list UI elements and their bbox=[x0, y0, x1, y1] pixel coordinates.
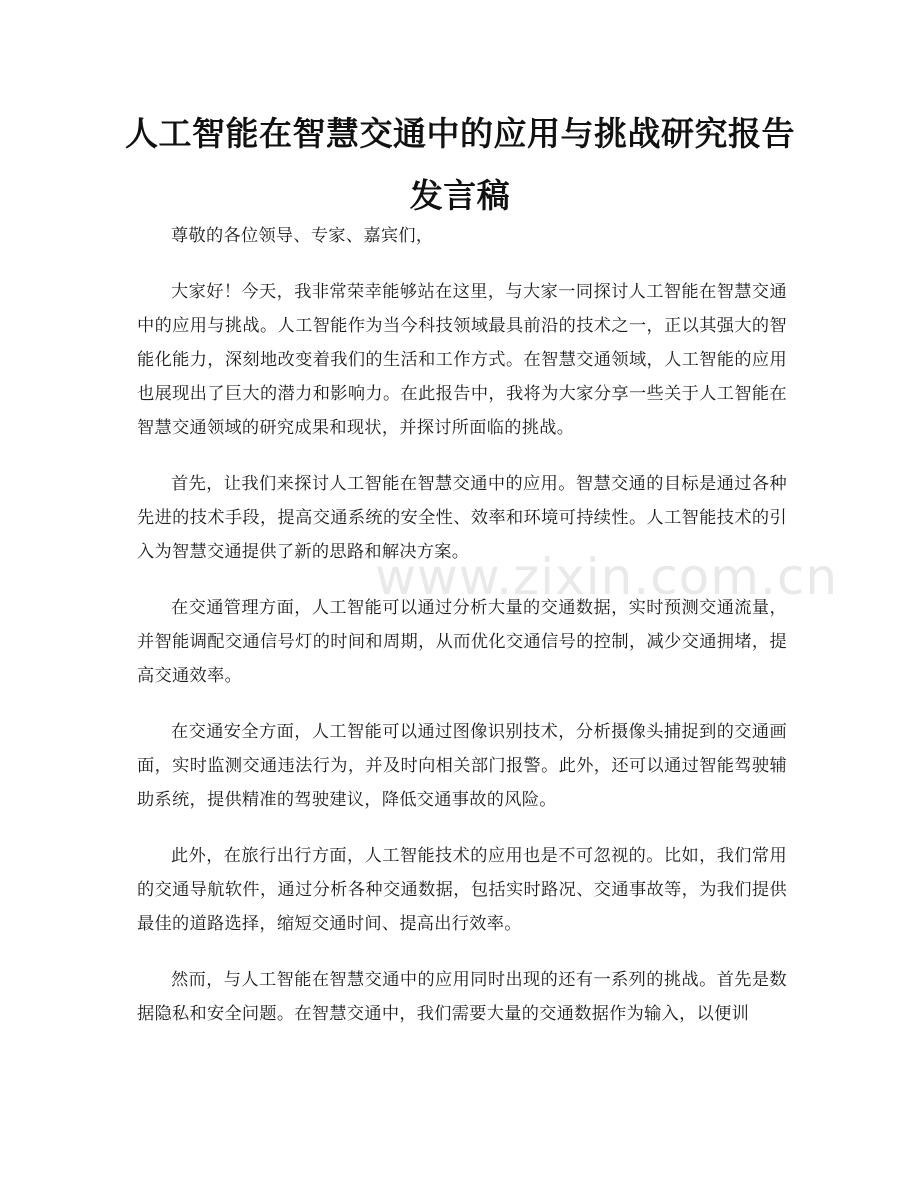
paragraph-introduction: 大家好！今天，我非常荣幸能够站在这里，与大家一同探讨人工智能在智慧交通中的应用与挑战。人工智能作为当今科技领域最具前沿的技术之一，正以其强大的智能化能力，深刻地改变着我们的生活和工作方式。在智慧交通领域，人工智能的应用也展现出了巨大的潜力和影响力。在此报告中，我将为大家分享一些关于人工智能在智慧交通领域的研究成果和现状，并探讨所面临的挑战。 bbox=[137, 282, 787, 438]
paragraph-traffic-safety: 在交通安全方面，人工智能可以通过图像识别技术，分析摄像头捕捉到的交通画面，实时监测交通违法行为，并及时向相关部门报警。此外，还可以通过智能驾驶辅助系统，提供精准的驾驶建议，降低交通事故的风险。 bbox=[137, 722, 787, 810]
paragraph-travel: 此外，在旅行出行方面，人工智能技术的应用也是不可忽视的。比如，我们常用的交通导航软件，通过分析各种交通数据，包括实时路况、交通事故等，为我们提供最佳的道路选择，缩短交通时间、提高出行效率。 bbox=[137, 846, 787, 934]
paragraph-challenges: 然而，与人工智能在智慧交通中的应用同时出现的还有一系列的挑战。首先是数据隐私和安全问题。在智慧交通中，我们需要大量的交通数据作为输入，以便训 bbox=[137, 970, 787, 1024]
paragraph-greeting: 尊敬的各位领导、专家、嘉宾们， bbox=[171, 226, 434, 246]
document-title: 人工智能在智慧交通中的应用与挑战研究报告发言稿 bbox=[125, 114, 795, 215]
paragraph-applications-overview: 首先，让我们来探讨人工智能在智慧交通中的应用。智慧交通的目标是通过各种先进的技术手段，提高交通系统的安全性、效率和环境可持续性。人工智能技术的引入为智慧交通提供了新的思路和解决方案。 bbox=[137, 474, 787, 562]
document-body bbox=[137, 219, 787, 1053]
paragraph-traffic-management: 在交通管理方面，人工智能可以通过分析大量的交通数据，实时预测交通流量，并智能调配交通信号灯的时间和周期，从而优化交通信号的控制，减少交通拥堵，提高交通效率。 bbox=[137, 598, 787, 686]
watermark: www.zixin.com.cn bbox=[375, 548, 839, 606]
